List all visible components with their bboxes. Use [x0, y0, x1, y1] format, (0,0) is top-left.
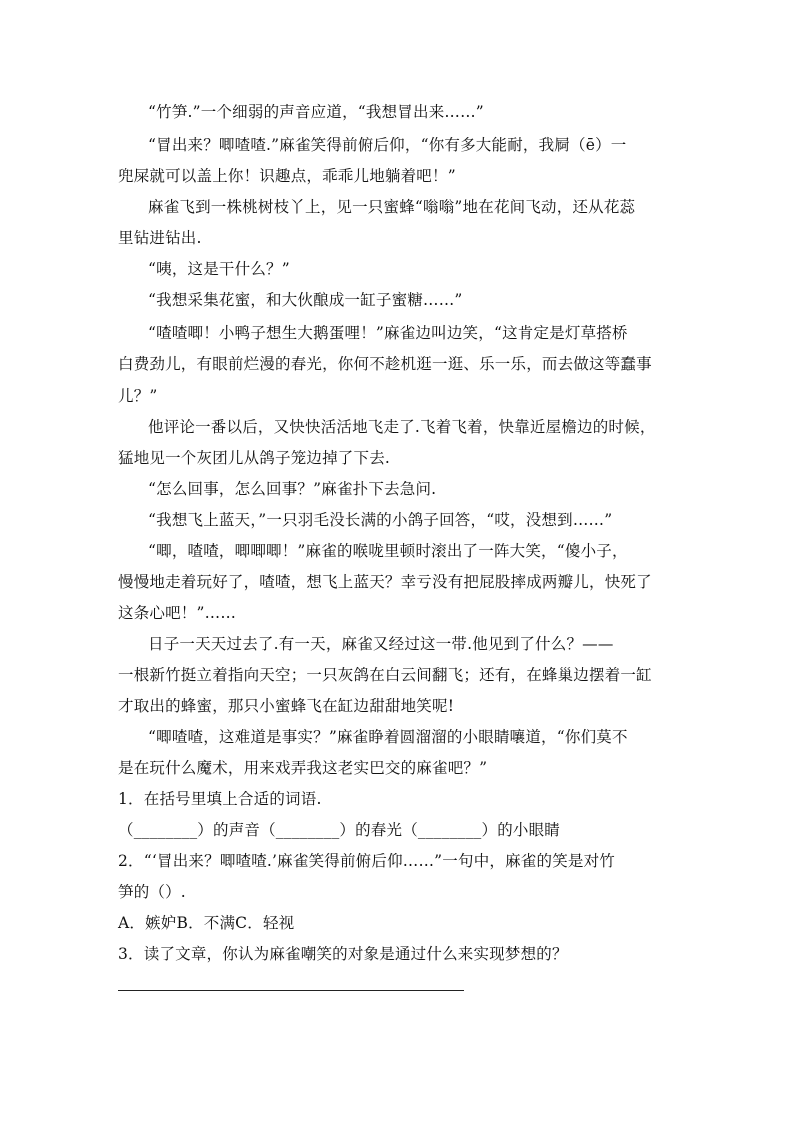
text-line: 里钻进钻出. [118, 229, 202, 247]
text-line: 白费劲儿，有眼前烂漫的春光，你何不趁机逛一逛、乐一乐，而去做这等蠢事 [118, 355, 652, 373]
text-line: 慢慢地走着玩好了，喳喳，想飞上蓝天？幸亏没有把屁股摔成两瓣儿，快死了 [118, 573, 652, 591]
text-line: 一根新竹挺立着指向天空；一只灰鸽在白云间翻飞；还有，在蜂巢边摆着一缸 [118, 666, 652, 684]
question-3: 3．读了文章，你认为麻雀嘲笑的对象是通过什么来实现梦想的？ [118, 945, 568, 963]
answer-line [118, 990, 464, 991]
text-line: “我想飞上蓝天，”一只羽毛没长满的小鸽子回答，“哎，没想到……” [148, 511, 613, 529]
text-line: 他评论一番以后，又快快活活地飞走了.飞着飞着，快靠近屋檐边的时候， [148, 418, 656, 436]
text-line: 这条心吧！”…… [118, 604, 237, 622]
text-line: “竹笋.”一个细弱的声音应道，“我想冒出来……” [148, 103, 484, 121]
question-2-options: A．嫉妒B．不满C．轻视 [118, 914, 295, 932]
question-2: 2．“‘冒出来？唧喳喳.’麻雀笑得前俯后仰……”一句中，麻雀的笑是对竹 [118, 852, 615, 870]
text-line: 麻雀飞到一株桃树枝丫上，见一只蜜蜂“嗡嗡”地在花间飞动，还从花蕊 [148, 198, 636, 216]
text-line: “唧喳喳，这难道是事实？”麻雀睁着圆溜溜的小眼睛嚷道，“你们莫不 [148, 728, 628, 746]
text-line: “怎么回事，怎么回事？”麻雀扑下去急问. [148, 480, 437, 498]
text-line: 猛地见一个灰团儿从鸽子笼边掉了下去. [118, 449, 391, 467]
text-line: “我想采集花蜜，和大伙酿成一缸子蜜糖……” [148, 291, 463, 309]
text-line: 儿？” [118, 387, 158, 405]
text-line: “唧，喳喳，唧唧唧！”麻雀的喉咙里顿时滚出了一阵大笑，“傻小子， [148, 542, 628, 560]
question-2-cont: 笋的（）. [118, 883, 186, 901]
text-line: “喳喳唧！小鸭子想生大鹅蛋哩！”麻雀边叫边笑，“这肯定是灯草搭桥 [148, 324, 628, 342]
question-1-blanks: （________）的声音（________）的春光（________）的小眼睛 [118, 821, 561, 839]
text-line: “冒出来？唧喳喳.”麻雀笑得前俯后仰，“你有多大能耐，我屙（ē）一 [148, 136, 627, 154]
text-line: “咦，这是干什么？” [148, 260, 290, 278]
text-line: 兜屎就可以盖上你！识趣点，乖乖儿地躺着吧！” [118, 167, 456, 185]
text-line: 才取出的蜂蜜，那只小蜜蜂飞在缸边甜甜地笑呢! [118, 697, 455, 715]
question-1: 1．在括号里填上合适的词语. [118, 790, 322, 808]
text-line: 日子一天天过去了.有一天，麻雀又经过这一带.他见到了什么？—— [148, 635, 614, 653]
text-line: 是在玩什么魔术，用来戏弄我这老实巴交的麻雀吧？” [118, 759, 488, 777]
